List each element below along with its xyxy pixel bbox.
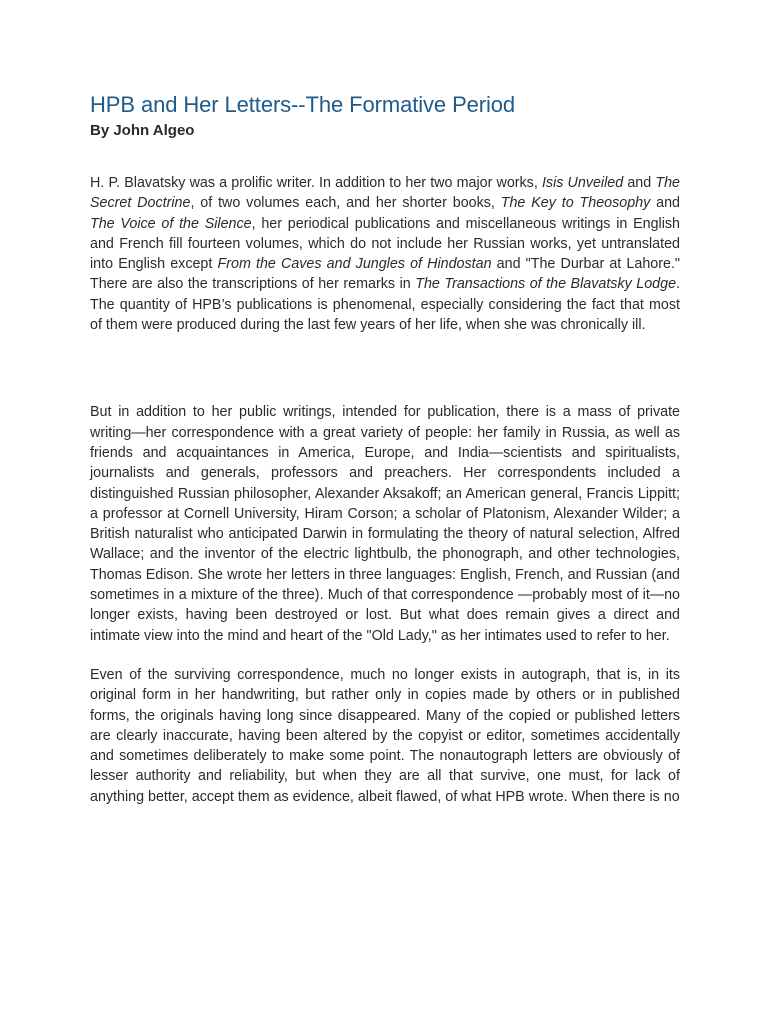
- paragraph-2: [90, 402, 680, 646]
- paragraph-text: and: [623, 175, 656, 191]
- paragraph-1: [90, 173, 680, 335]
- italic-title-text: The Secret Doctrine: [90, 175, 680, 212]
- paragraph-text: and: [650, 195, 681, 212]
- paragraph-text: H. P. Blavatsky was a prolific writer. In addition to her two major works,: [90, 175, 542, 191]
- italic-title-text: The Transactions of the Blavatsky Lodge: [415, 276, 677, 293]
- italic-title-text: Isis Unveiled: [541, 175, 624, 191]
- paragraph-text: Even of the surviving correspondence, much no longer exists in autograph, that is, in its original form in her handwriting, but rather only in copies made by others or in published forms, the originals having long since disappeared. Many of the copied or published letters are clearly inaccurate, having been altered by the copyist or editor, sometimes accidentally and sometimes deliberately to make some point. The nonautograph letters are obviously of lesser authority and reliability, but when they are all that survive, one must, for lack of anything better, accept them as evidence, albeit flawed, of what HPB wrote. When there is no: [90, 666, 680, 805]
- paragraph-text: . The quantity of HPB’s publications is phenomenal, especially considering the fact that most of them were produced during the last few years of her life, when she was chronically ill.: [90, 276, 681, 334]
- italic-title-text: The Key to Theosophy: [500, 195, 651, 212]
- paragraph-text: and "The Durbar at Lahore." There are also the transcriptions of her remarks in: [90, 256, 680, 293]
- author-byline: By John Algeo: [90, 122, 195, 139]
- document-page: [90, 92, 680, 807]
- paragraph-text: But in addition to her public writings, intended for publication, there is a mass of private writing—her correspondence with a great variety of people: her family in Russia, as well as friends and acquaintances in America, Europe, and India—scientists and spiritualists, journalists and generals, professors and preachers. Her correspondents included a distinguished Russian philosopher, Alexander Aksakoff; an American general, Francis Lippitt; a professor at Cornell University, Hiram Corson; a scholar of Platonism, Alexander Wilder; a British naturalist who anticipated Darwin in formulating the theory of natural selection, Alfred Wallace; and the inventor of the electric lightbulb, the phonograph, and other technologies, Thomas Edison. She wrote her letters in three languages: English, French, and Russian (and sometimes in a mixture of the three). Much of that correspondence —probably most of it—no longer exists, having been destroyed or lost. But what does remain gives a direct and intimate view into the mind and heart of the "Old Lady," as her intimates used to refer to her.: [90, 404, 680, 644]
- paragraph-text: , her periodical publications and miscellaneous writings in English and French fill fourteen volumes, which do not include her Russian works, yet untranslated into English except: [90, 215, 680, 273]
- italic-title-text: From the Caves and Jungles of Hindostan: [217, 256, 492, 273]
- document-title: HPB and Her Letters--The Formative Period: [90, 92, 516, 117]
- italic-title-text: The Voice of the Silence: [90, 215, 252, 232]
- paragraph-3: [90, 665, 680, 807]
- paragraph-text: , of two volumes each, and her shorter books,: [190, 195, 501, 212]
